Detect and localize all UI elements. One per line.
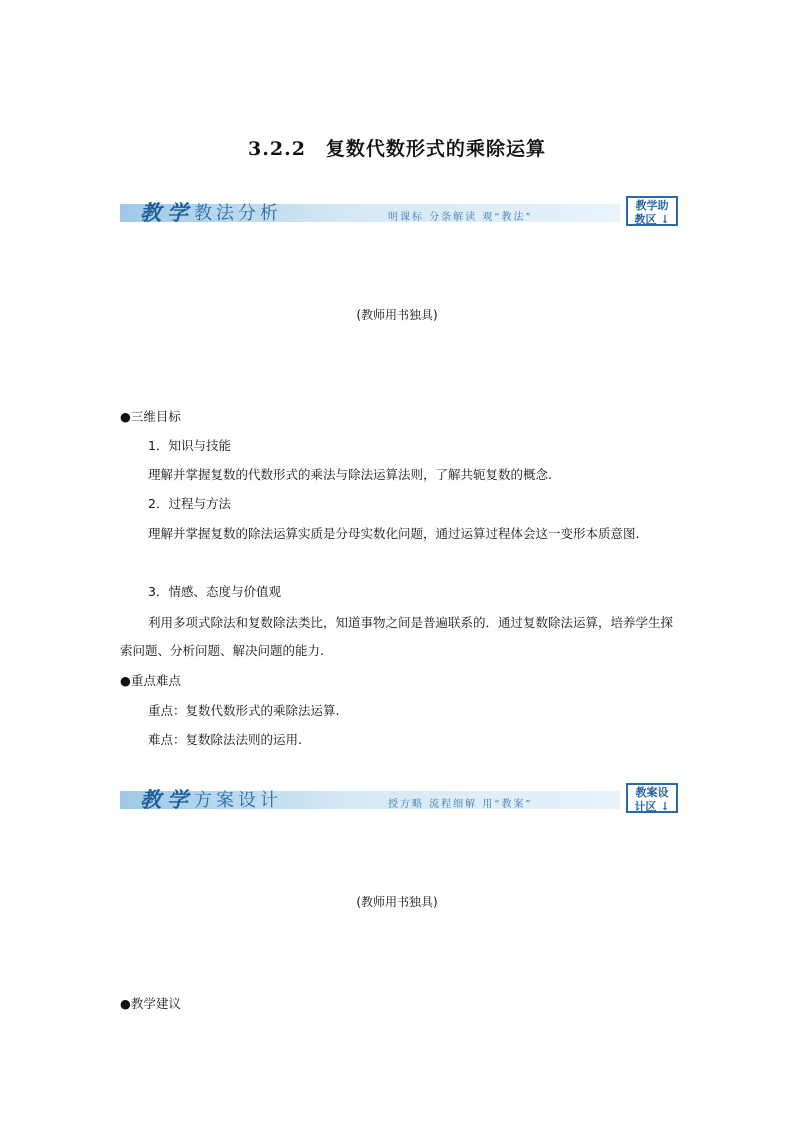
item-attitude: 3．情感、态度与价值观 xyxy=(148,584,281,599)
text-knowledge: 理解并掌握复数的代数形式的乘法与除法运算法则，了解共轭复数的概念. xyxy=(148,467,552,482)
text-process: 理解并掌握复数的除法运算实质是分母实数化问题，通过运算过程体会这一变形本质意图. xyxy=(148,526,640,541)
box-line-2: 计区 xyxy=(634,800,657,813)
item-knowledge: 1．知识与技能 xyxy=(148,438,231,453)
banner-title-main: 教学 xyxy=(140,200,194,225)
text-key-point: 重点：复数代数形式的乘除法运算. xyxy=(148,703,340,718)
banner-motto: 明课标 分条解读 观“教法” xyxy=(388,212,533,223)
teacher-note: (教师用书独具) xyxy=(356,308,438,322)
heading-key-points: ●重点难点 xyxy=(120,673,181,688)
page-title: 3.2.2 复数代数形式的乘除运算 xyxy=(248,138,546,160)
banner-motto: 授方略 流程细解 用“教案” xyxy=(388,799,533,810)
box-line-1: 教学助 xyxy=(635,199,669,212)
banner-title-sub: 方案设计 xyxy=(194,790,282,811)
arrow-down-icon: ↓ xyxy=(660,213,670,226)
heading-objectives: ●三维目标 xyxy=(120,409,181,424)
banner-side-box xyxy=(626,783,678,813)
arrow-down-icon: ↓ xyxy=(660,800,670,813)
item-process: 2．过程与方法 xyxy=(148,496,231,511)
teacher-note: (教师用书独具) xyxy=(356,895,438,909)
box-line-2: 教区 xyxy=(634,213,657,226)
section-banner-design xyxy=(120,783,680,817)
text-attitude: 利用多项式除法和复数除法类比，知道事物之间是普遍联系的．通过复数除法运算，培养学生探索问题、分析问题、解决问题的能力. xyxy=(120,615,674,658)
heading-teaching-advice: ●教学建议 xyxy=(120,996,181,1011)
banner-title-sub: 教法分析 xyxy=(194,203,282,224)
banner-side-box xyxy=(626,196,678,226)
box-line-1: 教案设 xyxy=(635,786,669,799)
section-banner-analysis xyxy=(120,196,680,230)
banner-title-main: 教学 xyxy=(140,787,194,812)
text-hard-point: 难点：复数除法法则的运用. xyxy=(148,732,302,747)
